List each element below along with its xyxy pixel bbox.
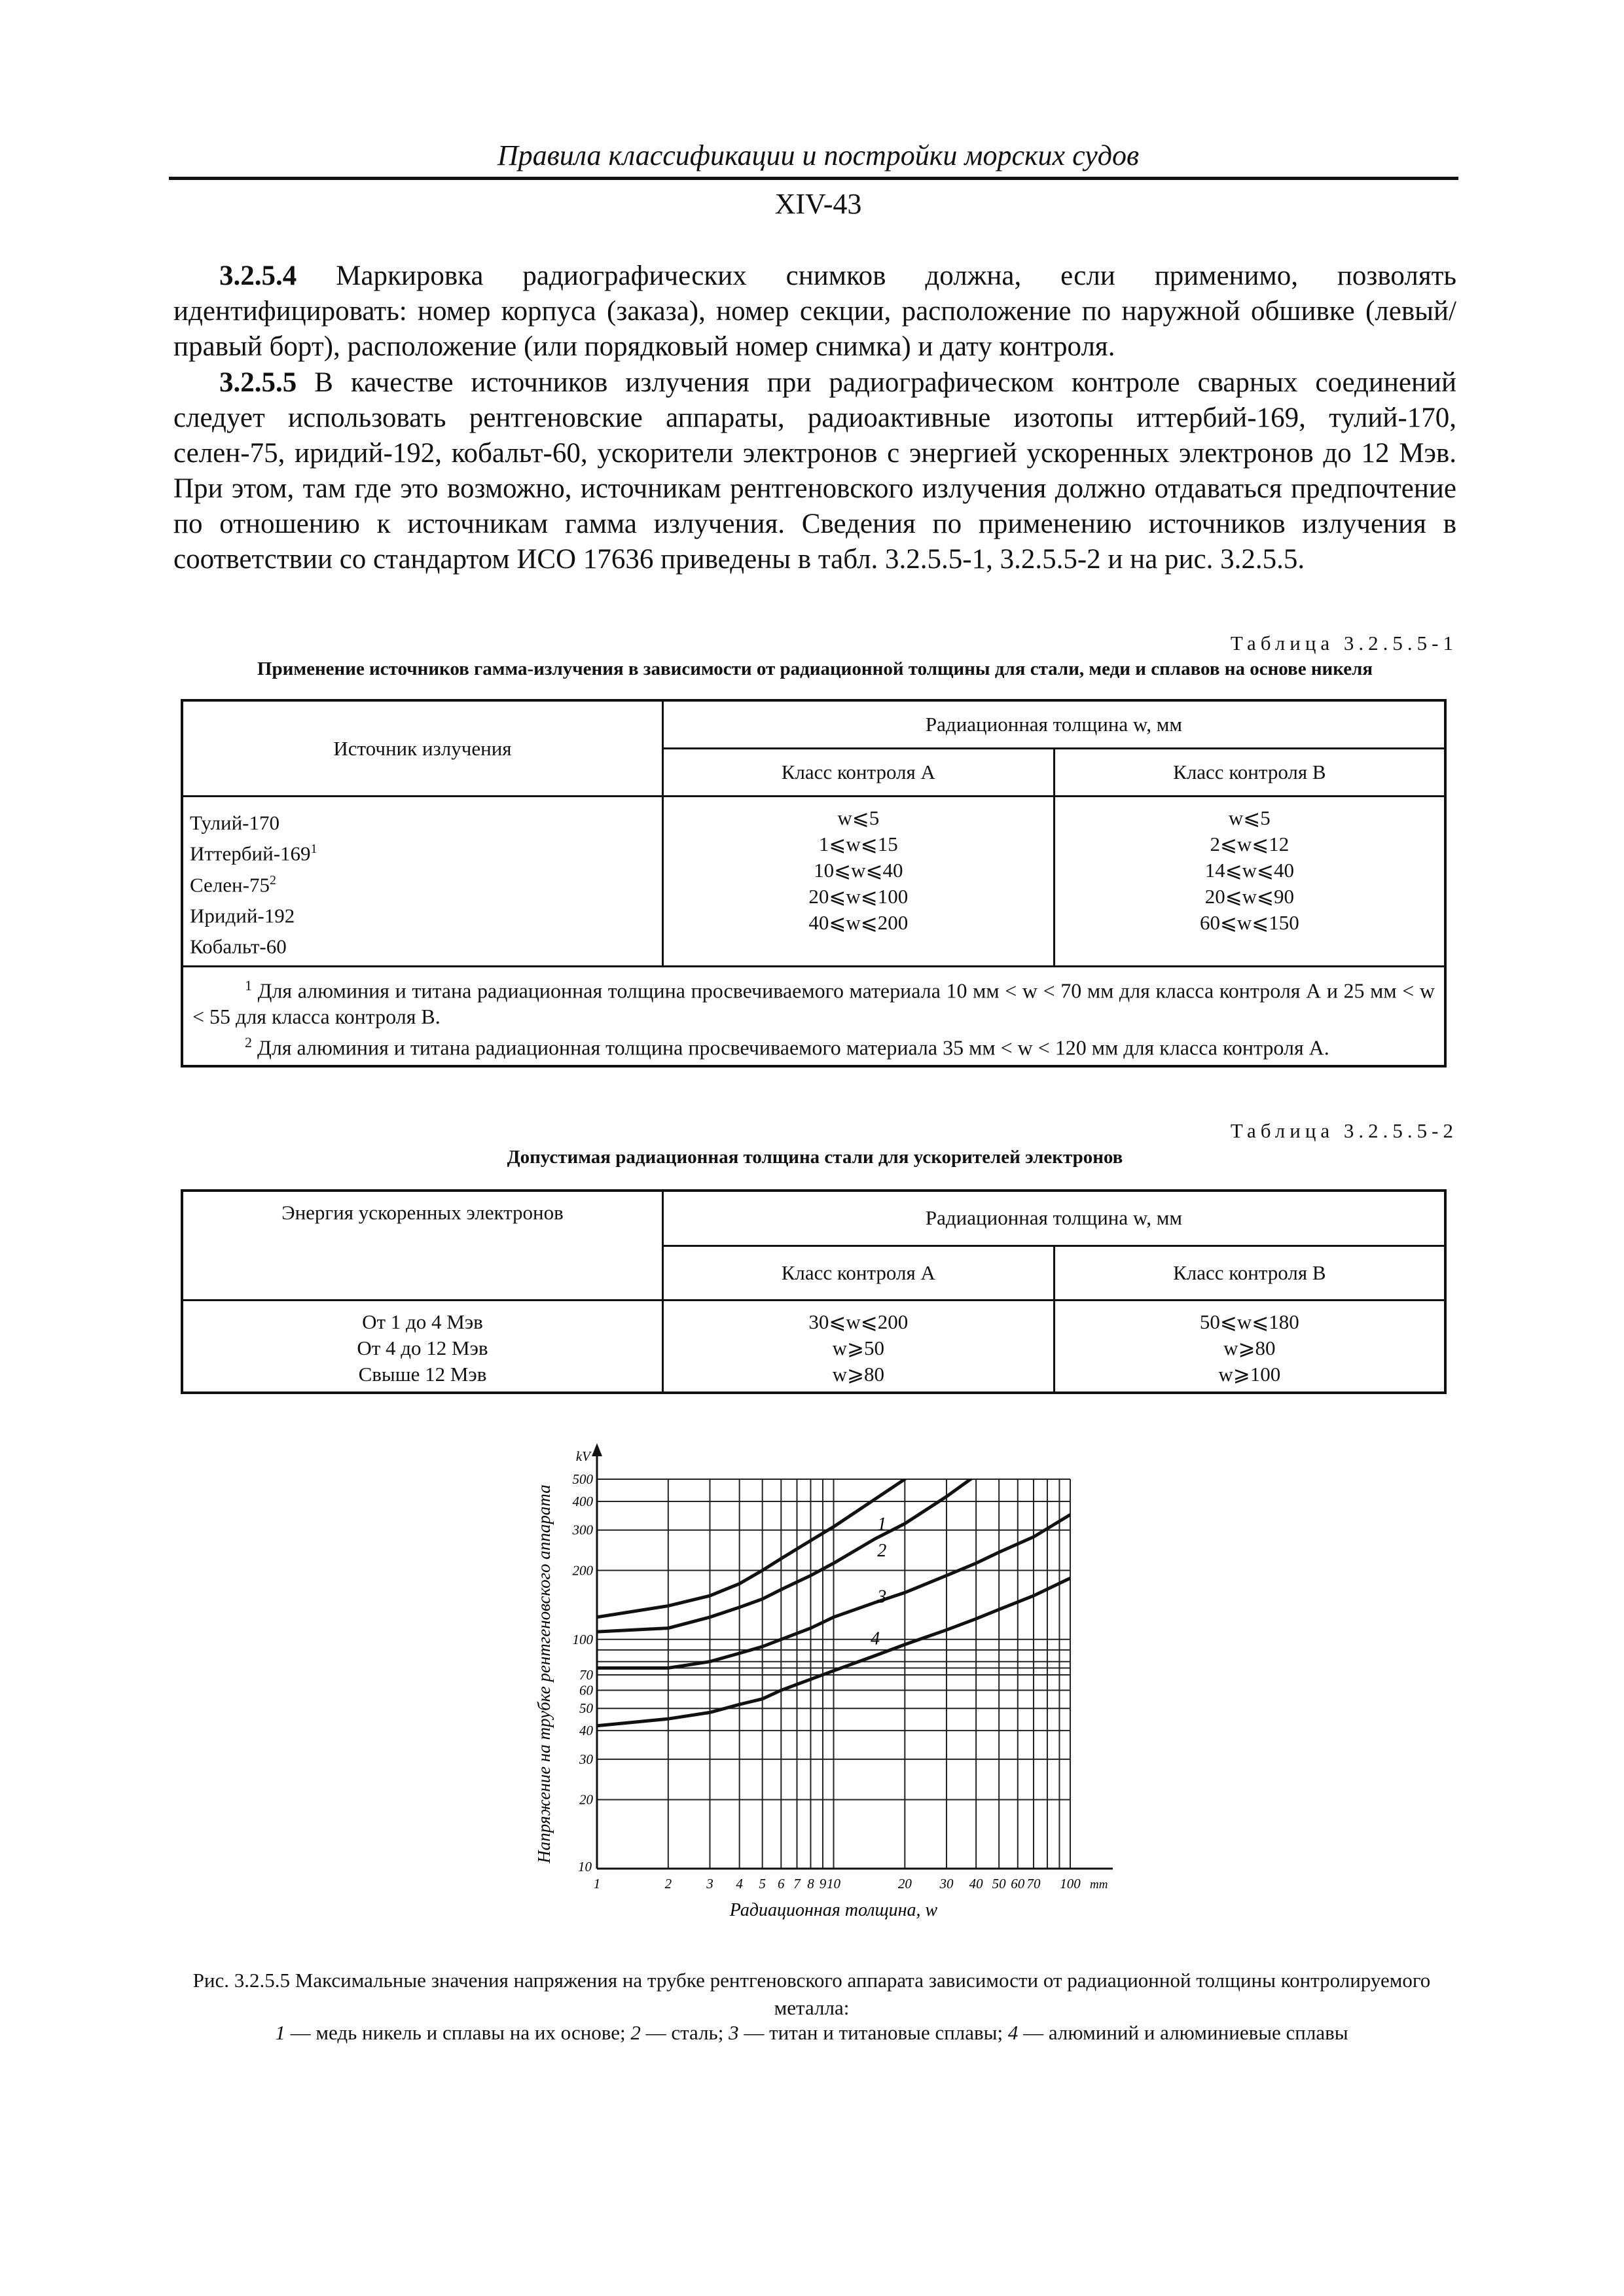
legend-text: — алюминий и алюминиевые сплавы xyxy=(1018,2021,1348,2044)
x-unit-label: mm xyxy=(1090,1878,1108,1892)
table1-title: Применение источников гамма-излучения в зависимости от радиационной толщины для стали, меди и сплавов на основе никеля xyxy=(257,658,1373,679)
table-cell: w⩽5 xyxy=(837,806,880,829)
running-header: Правила классификации и постройки морских судов xyxy=(497,139,1140,171)
series-label-2: 2 xyxy=(877,1541,887,1562)
table2-header-thickness: Радиационная толщина w, мм xyxy=(662,1191,1445,1246)
table-cell: 60⩽w⩽150 xyxy=(1199,911,1299,934)
table1-note-2: $^2$ Для алюминия и титана радиационная толщина просвечиваемого материала 35 мм < w < 120 мм для класса контроля А. xyxy=(245,1034,1329,1060)
table-cell: 1⩽w⩽15 xyxy=(818,833,898,855)
table1 xyxy=(181,699,1447,1067)
y-axis-arrow xyxy=(592,1443,602,1456)
y-tick-label: 100 xyxy=(572,1631,593,1647)
table1-header-source: Источник излучения xyxy=(182,700,662,797)
x-tick-label: 70 xyxy=(1026,1876,1041,1892)
figure-caption: Рис. 3.2.5.5 Максимальные значения напряжения на трубке рентгеновского аппарата зависимости от радиационной толщины контролируемого металла: xyxy=(192,1969,1431,2019)
x-tick-label: 6 xyxy=(778,1876,785,1892)
table1-class-a-column xyxy=(662,797,1054,967)
table2 xyxy=(181,1189,1447,1394)
paragraph-3-2-5-5 xyxy=(173,365,1456,577)
table-row-source: Иридий-192 xyxy=(190,904,295,927)
y-tick-label: 50 xyxy=(579,1700,593,1717)
table-row-source: Тулий-170 xyxy=(190,811,280,834)
y-tick-label: 10 xyxy=(578,1859,592,1874)
legend-text: — сталь; xyxy=(640,2021,729,2044)
table1-class-b-column xyxy=(1054,797,1445,967)
y-tick-label: 400 xyxy=(572,1493,593,1509)
table-cell: 14⩽w⩽40 xyxy=(1204,859,1295,882)
table-cell: 20⩽w⩽90 xyxy=(1204,885,1295,908)
figure-legend xyxy=(190,2021,1434,2045)
table1-header-class-b: Класс контроля B xyxy=(1054,749,1445,797)
y-tick-label: 200 xyxy=(572,1562,593,1579)
x-tick-label: 30 xyxy=(939,1876,954,1892)
x-tick-label: 50 xyxy=(992,1876,1006,1892)
y-unit-label: kV xyxy=(575,1448,590,1464)
x-tick-label: 5 xyxy=(759,1876,766,1892)
table-cell: 2⩽w⩽12 xyxy=(1210,833,1290,855)
table-cell: 20⩽w⩽100 xyxy=(808,885,909,908)
x-tick-label: 2 xyxy=(664,1876,672,1892)
table2-energy-column xyxy=(182,1300,662,1393)
paragraph-text: В качестве источников излучения при радиографическом контроле сварных соединений следует использовать рентгеновские аппараты, радиоактивные изотопы иттербий-169, тулий-170, селен-75, иридий-192, кобальт-60, ускорители электронов с энергией ускоренных электронов до 12 Мэв. При этом, там где это возможно, источникам рентгеновского излучения должно отдаваться предпочтение по отношению к источникам гамма излучения. Сведения по применению источников излучения в соответствии со стандартом ИСО 17636 приведены в табл. 3.2.5.5-1, 3.2.5.5-2 и на рис. 3.2.5.5. xyxy=(173,367,1457,575)
y-tick-label: 60 xyxy=(579,1682,593,1698)
table-cell: w⩾80 xyxy=(1223,1336,1276,1359)
paragraph-number: 3.2.5.4 xyxy=(219,260,297,291)
paragraph-text: Маркировка радиографических снимков должна, если применимо, позволять идентифицировать: номер корпуса (заказа), номер секции, расположение по наружной обшивке (левый/правый борт), расположение (или порядковый номер снимка) и дату контроля. xyxy=(173,260,1456,362)
table-cell: w⩽5 xyxy=(1228,806,1271,829)
x-tick-label: 10 xyxy=(827,1876,840,1892)
table-cell: 50⩽w⩽180 xyxy=(1199,1310,1299,1333)
x-tick-label: 9 xyxy=(819,1876,827,1892)
table-row-source: Кобальт-60 xyxy=(190,935,287,958)
y-tick-label: 40 xyxy=(579,1723,593,1739)
table2-header-class-b: Класс контроля B xyxy=(1054,1246,1445,1300)
table2-class-b-column xyxy=(1054,1300,1445,1393)
y-tick-label: 20 xyxy=(579,1791,593,1808)
table-cell: 40⩽w⩽200 xyxy=(808,911,909,934)
table2-title: Допустимая радиационная толщина стали для ускорителей электронов xyxy=(507,1147,1123,1168)
x-tick-label: 40 xyxy=(969,1876,983,1892)
table-cell: w⩾80 xyxy=(832,1363,884,1386)
series-label-4: 4 xyxy=(871,1628,880,1649)
table-cell: От 1 до 4 Мэв xyxy=(362,1310,483,1333)
y-tick-label: 30 xyxy=(579,1751,593,1767)
table2-class-a-column xyxy=(662,1300,1054,1393)
figure-3-2-5-5-chart xyxy=(524,1440,1113,1937)
legend-text: — титан и титановые сплавы; xyxy=(738,2021,1008,2044)
paragraph-number: 3.2.5.5 xyxy=(219,367,297,398)
legend-num: 3 xyxy=(729,2021,739,2044)
table2-header-class-a: Класс контроля A xyxy=(662,1246,1054,1300)
header-rule xyxy=(169,177,1458,180)
x-tick-label: 1 xyxy=(593,1876,601,1892)
table2-label: Таблица 3.2.5.5-2 xyxy=(1230,1119,1458,1142)
table-cell: w⩾50 xyxy=(832,1336,884,1359)
paragraph-3-2-5-4 xyxy=(173,259,1456,365)
page-number: XIV-43 xyxy=(774,188,862,220)
legend-text: — медь никель и сплавы на их основе; xyxy=(285,2021,631,2044)
table1-note-1: $^1$ Для алюминия и титана радиационная толщина просвечиваемого материала 10 мм < w < 70 мм для класса контроля А и 25 мм < w < 55 для класса контроля В. xyxy=(192,977,1435,1029)
table-cell: От 4 до 12 Мэв xyxy=(357,1336,488,1359)
x-tick-label: 60 xyxy=(1011,1876,1025,1892)
table-row-source: Иттербий-$169^1$ xyxy=(190,842,317,865)
table-cell: w⩾100 xyxy=(1218,1363,1281,1386)
y-tick-label: 300 xyxy=(572,1522,593,1538)
series-line-1 xyxy=(597,1446,947,1617)
x-tick-label: 3 xyxy=(706,1876,713,1892)
x-tick-label: 8 xyxy=(807,1876,814,1892)
y-tick-label: 70 xyxy=(579,1667,593,1683)
series-label-1: 1 xyxy=(877,1514,887,1535)
table1-label: Таблица 3.2.5.5-1 xyxy=(1230,632,1458,655)
table1-header-class-a: Класс контроля A xyxy=(662,749,1054,797)
table1-notes xyxy=(182,966,1445,1066)
table-cell: Свыше 12 Мэв xyxy=(358,1363,487,1386)
x-tick-label: 20 xyxy=(897,1876,912,1892)
y-tick-label: 500 xyxy=(572,1471,593,1487)
table1-header-thickness: Радиационная толщина w, мм xyxy=(662,700,1445,749)
x-tick-label: 7 xyxy=(793,1876,801,1892)
table-cell: 30⩽w⩽200 xyxy=(808,1310,909,1333)
series-label-3: 3 xyxy=(877,1587,887,1607)
x-tick-label: 100 xyxy=(1060,1876,1081,1892)
legend-num: 2 xyxy=(630,2021,641,2044)
y-axis-title: Напряжение на трубке рентгеновского аппарата xyxy=(534,1484,554,1863)
table-row-source: Селен-$75^2$ xyxy=(190,872,276,896)
x-tick-label: 4 xyxy=(736,1876,743,1892)
legend-num: 1 xyxy=(275,2021,285,2044)
table2-header-energy: Энергия ускоренных электронов xyxy=(182,1191,662,1300)
table-cell: 10⩽w⩽40 xyxy=(814,859,903,882)
table1-source-column xyxy=(182,797,662,967)
legend-num: 4 xyxy=(1007,2021,1019,2044)
x-axis-title: Радиационная толщина, w xyxy=(729,1900,938,1920)
